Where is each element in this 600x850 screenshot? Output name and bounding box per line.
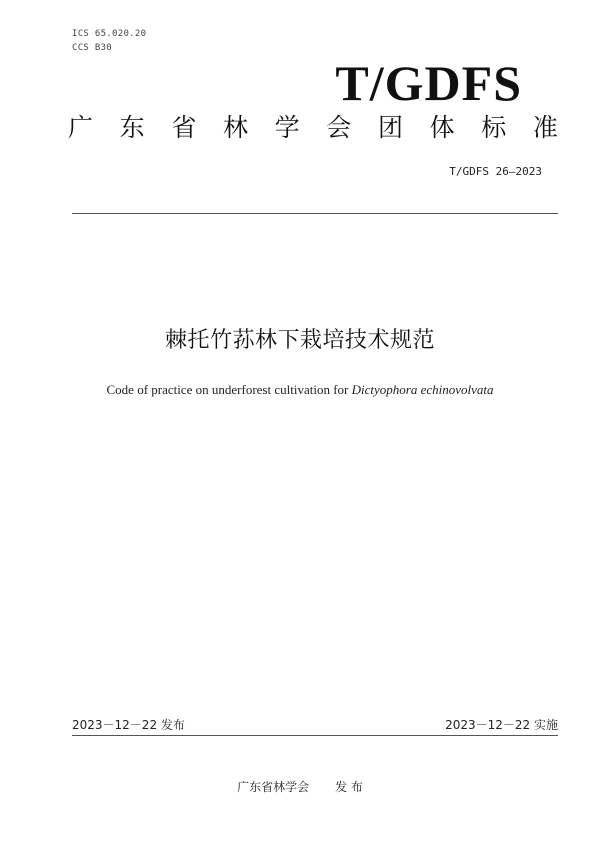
org-title-char: 广	[68, 113, 94, 142]
publisher-name: 广东省林学会	[237, 780, 310, 794]
ics-code: ICS 65.020.20	[72, 29, 147, 39]
publisher-line	[0, 778, 600, 795]
implementation-date: 2023－12－22 实施	[445, 718, 558, 732]
org-title-char: 团	[377, 113, 403, 142]
org-title-char: 会	[326, 113, 352, 142]
org-title-char: 东	[119, 113, 145, 142]
document-title-chinese: 棘托竹荪林下栽培技术规范	[164, 328, 435, 353]
release-date: 2023－12－22 发布	[72, 718, 185, 732]
standard-number: T/GDFS 26—2023	[449, 165, 542, 178]
footer-divider	[72, 735, 558, 736]
header-divider	[72, 213, 558, 214]
org-title-char: 标	[481, 113, 507, 142]
ccs-code: CCS B30	[72, 43, 113, 53]
org-title-char: 学	[274, 113, 300, 142]
org-title-char: 省	[171, 113, 197, 142]
english-title-species: Dictyophora echinovolvata	[351, 382, 494, 397]
publish-label: 发 布	[335, 780, 363, 794]
org-title-char: 体	[429, 113, 455, 142]
organization-standard-title	[68, 115, 558, 140]
english-title-prefix: Code of practice on underforest cultivation for	[106, 382, 352, 397]
org-title-char: 林	[222, 113, 248, 142]
org-title-char: 准	[532, 113, 558, 142]
standard-logo: T/GDFS	[335, 55, 522, 111]
document-title-english	[0, 382, 600, 398]
